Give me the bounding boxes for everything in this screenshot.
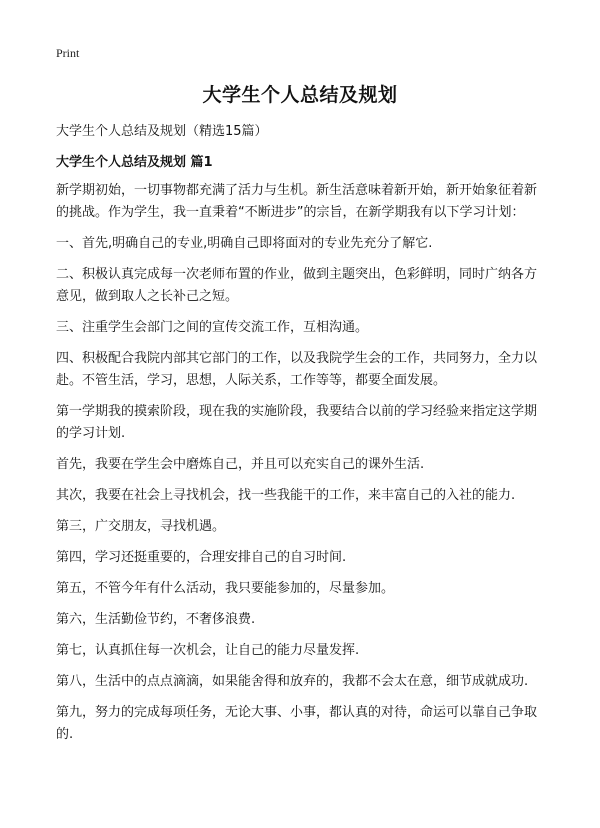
paragraph-plan-1: 一、首先,明确自己的专业,明确自己即将面对的专业先充分了解它. bbox=[56, 236, 433, 251]
paragraph-semester: 第一学期我的摸索阶段，现在我的实施阶段，我要结合以前的学习经验来指定这学期的学习计划. bbox=[56, 404, 538, 441]
paragraph-eighth: 第八，生活中的点点滴滴，如果能舍得和放弃的，我都不会太在意，细节成就成功. bbox=[56, 674, 529, 689]
document-body bbox=[56, 180, 548, 755]
section-heading: 大学生个人总结及规划 篇1 bbox=[56, 155, 213, 170]
paragraph-third: 第三，广交朋友，寻找机遇。 bbox=[56, 519, 226, 534]
document-title: 大学生个人总结及规划 bbox=[202, 84, 398, 106]
paragraph-intro: 新学期初始，一切事物都充满了活力与生机。新生活意味着新开始，新开始象征着新的挑战。作为学生，我一直秉着“不断进步”的宗旨，在新学期我有以下学习计划： bbox=[56, 183, 538, 220]
paragraph-fourth: 第四，学习还挺重要的，合理安排自己的自习时间. bbox=[56, 550, 347, 565]
print-label[interactable]: Print bbox=[56, 46, 80, 60]
paragraph-second: 其次，我要在社会上寻找机会，找一些我能干的工作，来丰富自己的入社的能力. bbox=[56, 488, 516, 503]
paragraph-ninth: 第九，努力的完成每项任务，无论大事、小事，都认真的对待，命运可以靠自己争取的. bbox=[56, 705, 538, 742]
paragraph-plan-4: 四、积极配合我院内部其它部门的工作，以及我院学生会的工作，共同努力，全力以赴。不管生活，学习，思想，人际关系，工作等等，都要全面发展。 bbox=[56, 351, 538, 388]
paragraph-seventh: 第七，认真抓住每一次机会，让自己的能力尽量发挥. bbox=[56, 643, 360, 658]
paragraph-sixth: 第六，生活勤俭节约，不奢侈浪费. bbox=[56, 612, 256, 627]
paragraph-plan-3: 三、注重学生会部门之间的宣传交流工作，互相沟通。 bbox=[56, 320, 369, 335]
document-subtitle: 大学生个人总结及规划（精选15篇） bbox=[56, 124, 268, 139]
paragraph-first: 首先，我要在学生会中磨炼自己，并且可以充实自己的课外生活. bbox=[56, 457, 425, 472]
paragraph-fifth: 第五，不管今年有什么活动，我只要能参加的，尽量参加。 bbox=[56, 581, 395, 596]
paragraph-plan-2: 二、积极认真完成每一次老师布置的作业，做到主题突出，色彩鲜明，同时广纳各方意见，做到取人之长补己之短。 bbox=[56, 267, 538, 304]
